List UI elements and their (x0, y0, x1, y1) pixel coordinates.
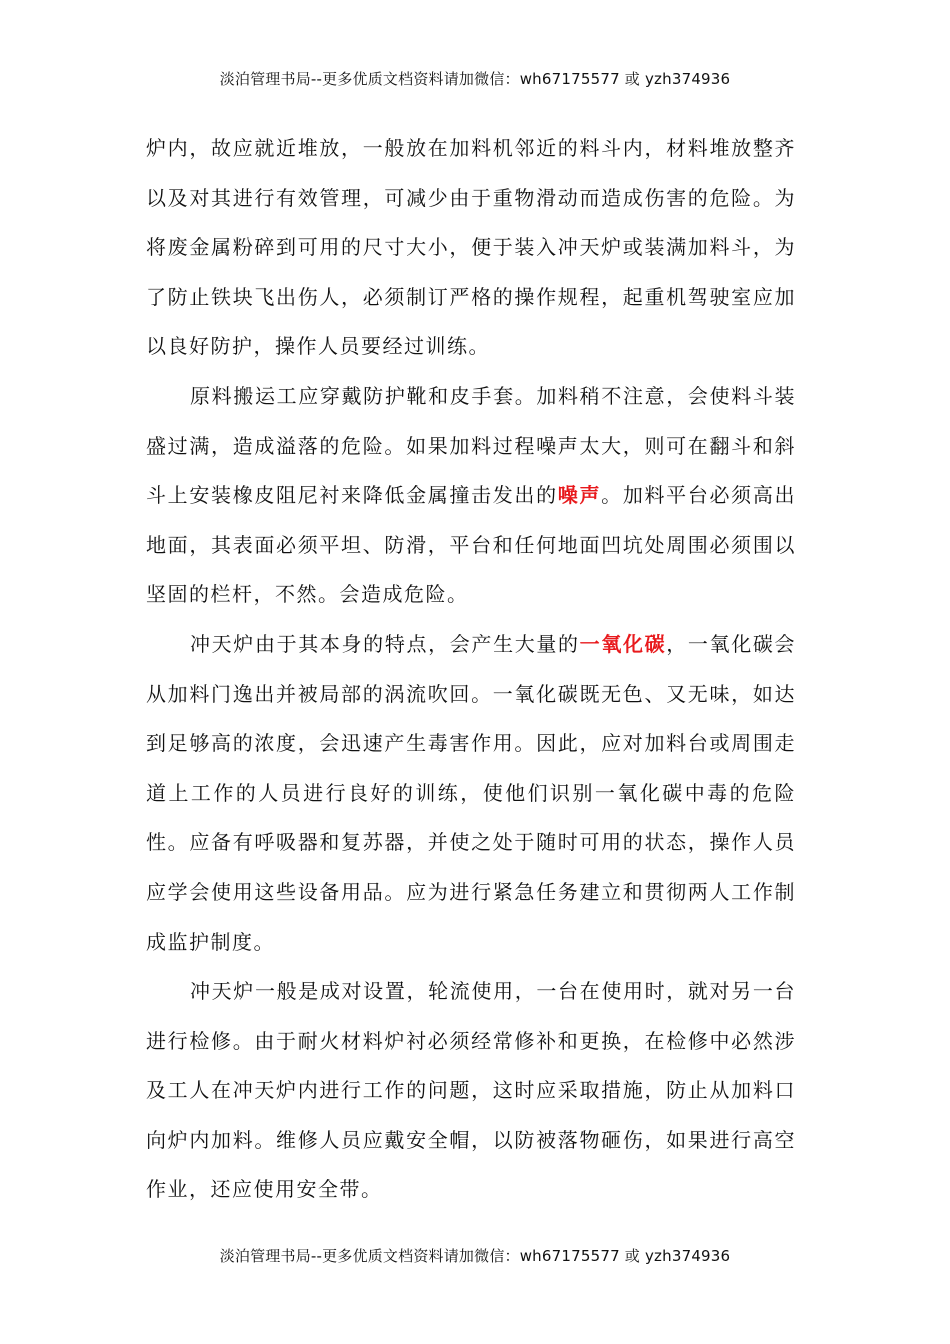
paragraph-4 (146, 967, 796, 1215)
paragraph-1-text: 炉内，故应就近堆放，一般放在加料机邻近的料斗内，材料堆放整齐以及对其进行有效管理，可减少由于重物滑动而造成伤害的危险。为将废金属粉碎到可用的尺寸大小，便于装入冲天炉或装满加料斗，为了防止铁块飞出伤人，必须制订严格的操作规程，起重机驾驶室应加以良好防护，操作人员要经过训练。 (146, 136, 796, 359)
highlight-noise: 噪声 (557, 483, 602, 508)
paragraph-2-text-b: 。加料平台必须高出地面，其表面必须平坦、防滑，平台和任何地面凹坑处周围必须围以坚固的栏杆，不然。会造成危险。 (146, 483, 797, 607)
paragraph-3-text-a: 冲天炉由于其本身的特点，会产生大量的 (190, 631, 580, 656)
paragraph-2-text-a: 原料搬运工应穿戴防护靴和皮手套。加料稍不注意，会使料斗装盛过满，造成溢落的危险。如果加料过程噪声太大，则可在翻斗和斜斗上安装橡皮阻尼衬来降低金属撞击发出的 (146, 383, 796, 508)
paragraph-4-text: 冲天炉一般是成对设置，轮流使用，一台在使用时，就对另一台进行检修。由于耐火材料炉衬必须经常修补和更换，在检修中必然涉及工人在冲天炉内进行工作的问题，这时应采取措施，防止从加料口向炉内加料。维修人员应戴安全帽，以防被落物砸伤，如果进行高空作业，还应使用安全带。 (146, 979, 796, 1202)
paragraph-3 (146, 620, 796, 967)
page-footer: 淡泊管理书局--更多优质文档资料请加微信：wh67175577 或 yzh374936 (219, 1247, 731, 1265)
highlight-carbon-monoxide: 一氧化碳 (579, 631, 667, 656)
paragraph-3-text-b: ，一氧化碳会从加料门逸出并被局部的涡流吹回。一氧化碳既无色、又无味，如达到足够高的浓度，会迅速产生毒害作用。因此，应对加料台或周围走道上工作的人员进行良好的训练，使他们识别一氧化碳中毒的危险性。应备有呼吸器和复苏器，并使之处于随时可用的状态，操作人员应学会使用这些设备用品。应为进行紧急任务建立和贯彻两人工作制成监护制度。 (146, 631, 797, 954)
paragraph-1 (146, 124, 796, 372)
document-body (146, 124, 796, 1215)
page-header: 淡泊管理书局--更多优质文档资料请加微信：wh67175577 或 yzh374936 (219, 70, 731, 88)
paragraph-2 (146, 372, 796, 620)
